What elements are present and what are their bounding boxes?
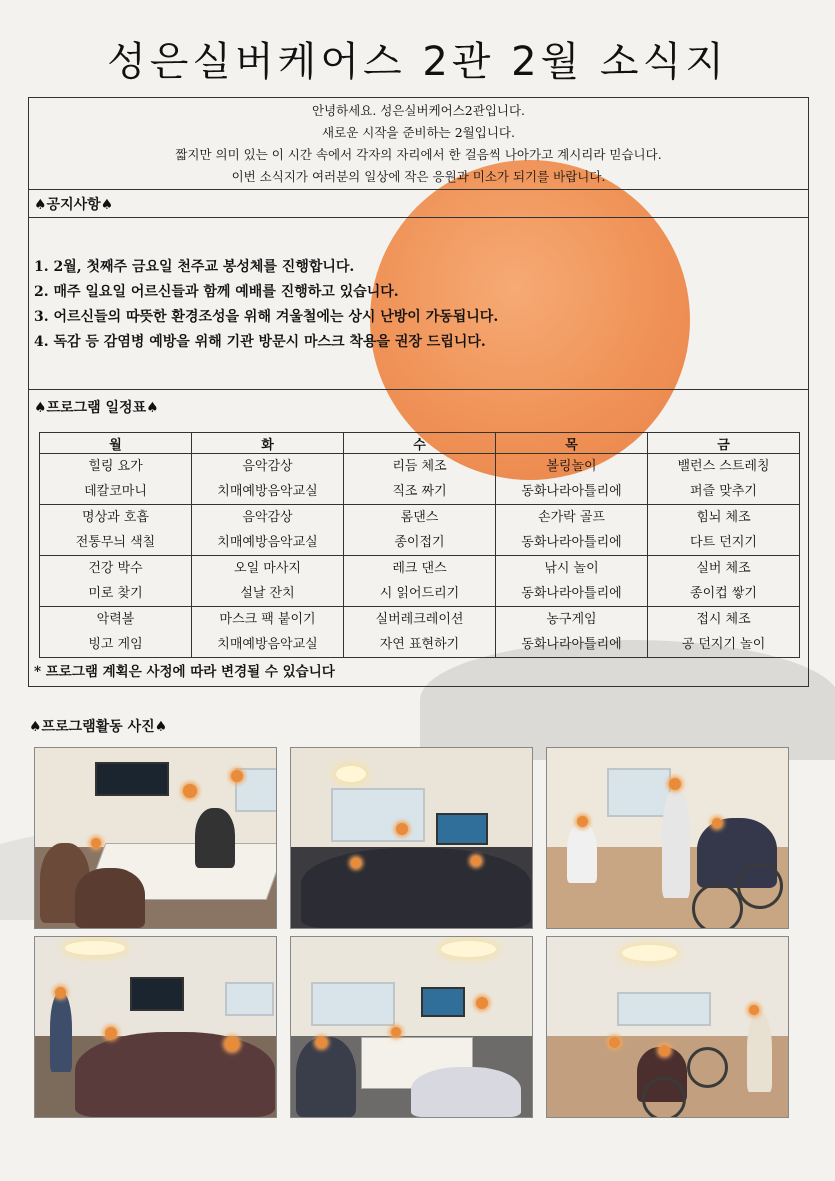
program-name-secondary: 데칼코마니 [84,484,147,499]
notice-item: 4. 독감 등 감염병 예방을 위해 기관 방문시 마스크 착용을 권장 드립니다. [34,334,486,350]
program-name: 실버레크레이션 [375,612,464,627]
schedule-cell [192,607,344,658]
activity-photo [34,747,277,929]
schedule-cell [40,454,192,505]
divider [29,389,808,390]
schedule-cell [40,607,192,658]
program-name: 볼링놀이 [546,459,597,474]
spacer [29,687,808,688]
schedule-cell [496,454,648,505]
program-name: 힐링 요가 [88,459,143,474]
notice-heading: ♠공지사항♠ [34,197,114,213]
schedule-header-row [40,433,800,454]
schedule-cell [40,505,192,556]
day-header: 금 [648,433,800,454]
program-name-secondary: 공 던지기 놀이 [681,637,766,652]
program-name: 손가락 골프 [538,510,605,525]
program-name-secondary: 직조 짜기 [392,484,447,499]
greeting-block [29,98,808,190]
schedule-cell [648,607,800,658]
day-header: 수 [344,433,496,454]
activity-photo [546,747,789,929]
program-name-secondary: 설날 잔치 [240,586,295,601]
day-header: 화 [192,433,344,454]
notice-item: 3. 어르신들의 따뜻한 환경조성을 위해 겨울철에는 상시 난방이 가동됩니다. [34,309,499,325]
program-name: 건강 박수 [88,561,143,576]
program-name: 실버 체조 [696,561,751,576]
program-name: 악력볼 [96,612,135,627]
program-name: 음악감상 [242,459,293,474]
program-name-secondary: 미로 찾기 [88,586,143,601]
schedule-heading: ♠프로그램 일정표♠ [34,400,159,416]
schedule-cell [344,505,496,556]
greeting-line: 이번 소식지가 여러분의 일상에 작은 응원과 미소가 되기를 바랍니다. [231,169,606,184]
activity-photo [290,747,533,929]
program-name-secondary: 시 읽어드리기 [379,586,460,601]
program-name-secondary: 종이컵 쌓기 [690,586,757,601]
program-name: 음악감상 [242,510,293,525]
notice-item: 2. 매주 일요일 어르신들과 함께 예배를 진행하고 있습니다. [34,284,399,300]
program-name: 힘뇌 체조 [696,510,751,525]
schedule-cell [496,556,648,607]
schedule-cell [344,454,496,505]
schedule-row [40,607,800,658]
schedule-cell [648,505,800,556]
program-name: 농구게임 [546,612,597,627]
program-name-secondary: 퍼즐 맞추기 [690,484,757,499]
day-header: 목 [496,433,648,454]
program-name: 낚시 놀이 [544,561,599,576]
photos-heading: ♠프로그램활동 사진♠ [29,719,168,735]
schedule-cell [192,454,344,505]
program-name-secondary: 동화나라아틀리에 [521,586,622,601]
schedule-cell [344,556,496,607]
program-name-secondary: 다트 던지기 [690,535,757,550]
schedule-cell [192,505,344,556]
activity-photo [546,936,789,1118]
program-name-secondary: 종이접기 [394,535,445,550]
program-name: 오일 마사지 [234,561,301,576]
program-name: 롬댄스 [400,510,439,525]
schedule-cell [40,556,192,607]
program-name-secondary: 빙고 게임 [88,637,143,652]
program-name-secondary: 자연 표현하기 [379,637,460,652]
program-name: 명상과 호흡 [82,510,149,525]
program-name: 마스크 팩 붙이기 [219,612,316,627]
program-name-secondary: 치매예방음악교실 [217,535,318,550]
program-name-secondary: 동화나라아틀리에 [521,637,622,652]
notice-item: 1. 2월, 첫째주 금요일 천주교 봉성체를 진행합니다. [34,259,355,275]
activity-photo [290,936,533,1118]
schedule-footnote: * 프로그램 계획은 사정에 따라 변경될 수 있습니다 [34,664,335,680]
schedule-cell [648,556,800,607]
program-name-secondary: 치매예방음악교실 [217,637,318,652]
schedule-cell [192,556,344,607]
divider [29,217,808,218]
greeting-line: 짧지만 의미 있는 이 시간 속에서 각자의 자리에서 한 걸음씩 나아가고 계시리라 믿습니다. [175,147,662,162]
program-name: 레크 댄스 [392,561,447,576]
day-header: 월 [40,433,192,454]
activity-photo [34,936,277,1118]
page-title: 성은실버케어스 2관 2월 소식지 [107,39,728,85]
program-name: 리듬 체조 [392,459,447,474]
program-name-secondary: 동화나라아틀리에 [521,535,622,550]
greeting-line: 안녕하세요. 성은실버케어스2관입니다. [311,103,526,118]
program-name: 밸런스 스트레칭 [677,459,770,474]
program-name-secondary: 치매예방음악교실 [217,484,318,499]
schedule-cell [344,607,496,658]
schedule-cell [648,454,800,505]
schedule-table [39,432,800,658]
program-name: 접시 체조 [696,612,751,627]
schedule-row [40,505,800,556]
schedule-row [40,454,800,505]
notice-list [34,255,498,355]
schedule-cell [496,607,648,658]
greeting-line: 새로운 시작을 준비하는 2월입니다. [322,125,515,140]
schedule-cell [496,505,648,556]
program-name-secondary: 동화나라아틀리에 [521,484,622,499]
schedule-row [40,556,800,607]
program-name-secondary: 전통무늬 색칠 [75,535,156,550]
